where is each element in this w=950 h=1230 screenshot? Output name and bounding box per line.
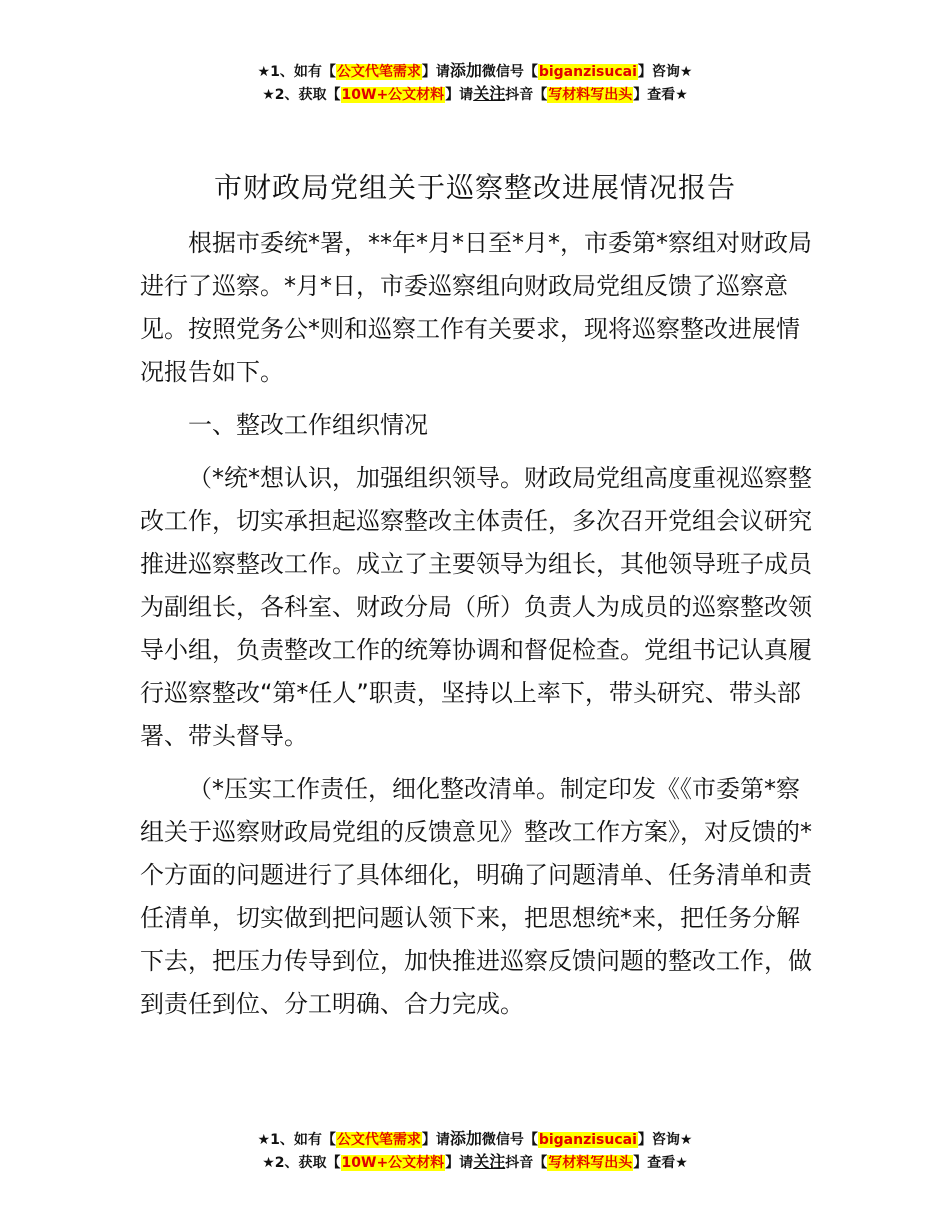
paragraph-organization: （*统*想认识，加强组织领导。财政局党组高度重视巡察整改工作，切实承担起巡察整改主体责任，多次召开党组会议研究推进巡察整改工作。成立了主要领导为组长，其他领导班子成员为副组长，各科室、财政分局（所）负责人为成员的巡察整改领导小组，负责整改工作的统筹协调和督促检查。党组书记认真履行巡察整改“第*任人”职责，坚持以上率下，带头研究、带头部署、带头督导。 — [140, 464, 812, 750]
banner-text: ★2、获取【 — [262, 1155, 341, 1171]
banner-text: 】请 — [445, 1155, 474, 1171]
document-title: 市财政局党组关于巡察整改进展情况报告 — [213, 171, 736, 204]
banner-line-1 — [0, 60, 950, 83]
highlight-wechat-id: biganzisucai — [538, 64, 637, 80]
banner-line-2 — [0, 1151, 950, 1174]
highlight-wechat-id: biganzisucai — [538, 1132, 637, 1148]
highlight-douyin-account: 写材料写出头 — [548, 1155, 633, 1171]
banner-emphasis: 添加 — [449, 61, 482, 80]
banner-text: ★1、如有【 — [257, 64, 336, 80]
banner-emphasis: 添加 — [449, 1129, 482, 1148]
highlight-materials: 10W+公文材料 — [341, 87, 445, 103]
banner-text: 】请 — [421, 64, 450, 80]
banner-text: ★2、获取【 — [262, 87, 341, 103]
banner-emphasis: 关注 — [473, 1152, 506, 1171]
banner-text: 】请 — [445, 87, 474, 103]
footer-banner — [0, 1128, 950, 1174]
highlight-douyin-account: 写材料写出头 — [548, 87, 633, 103]
banner-text: 】咨询★ — [637, 64, 693, 80]
highlight-materials: 10W+公文材料 — [341, 1155, 445, 1171]
header-banner — [0, 60, 950, 106]
highlight-ghostwriting: 公文代笔需求 — [336, 1132, 421, 1148]
banner-text: 微信号【 — [481, 64, 538, 80]
banner-text: 】请 — [421, 1132, 450, 1148]
highlight-ghostwriting: 公文代笔需求 — [336, 64, 421, 80]
banner-text: 抖音【 — [505, 87, 548, 103]
banner-text: 】咨询★ — [637, 1132, 693, 1148]
banner-text: ★1、如有【 — [257, 1132, 336, 1148]
document-body — [140, 222, 812, 1036]
banner-emphasis: 关注 — [473, 84, 506, 103]
paragraph-responsibility: （*压实工作责任，细化整改清单。制定印发《《市委第*察组关于巡察财政局党组的反馈意见》整改工作方案》，对反馈的*个方面的问题进行了具体细化，明确了问题清单、任务清单和责任清单，切实做到把问题认领下来，把思想统*来，把任务分解下去，把压力传导到位，加快推进巡察反馈问题的整改工作，做到责任到位、分工明确、合力完成。 — [140, 775, 812, 1018]
paragraph-intro: 根据市委统*署，**年*月*日至*月*，市委第*察组对财政局进行了巡察。*月*日，市委巡察组向财政局党组反馈了巡察意见。按照党务公*则和巡察工作有关要求，现将巡察整改进展情况报告如下。 — [140, 229, 812, 386]
banner-text: 】查看★ — [633, 1155, 688, 1171]
banner-text: 抖音【 — [505, 1155, 548, 1171]
banner-line-1 — [0, 1128, 950, 1151]
banner-text: 微信号【 — [481, 1132, 538, 1148]
banner-line-2 — [0, 83, 950, 106]
banner-text: 】查看★ — [633, 87, 688, 103]
section-heading: 一、整改工作组织情况 — [188, 411, 428, 439]
